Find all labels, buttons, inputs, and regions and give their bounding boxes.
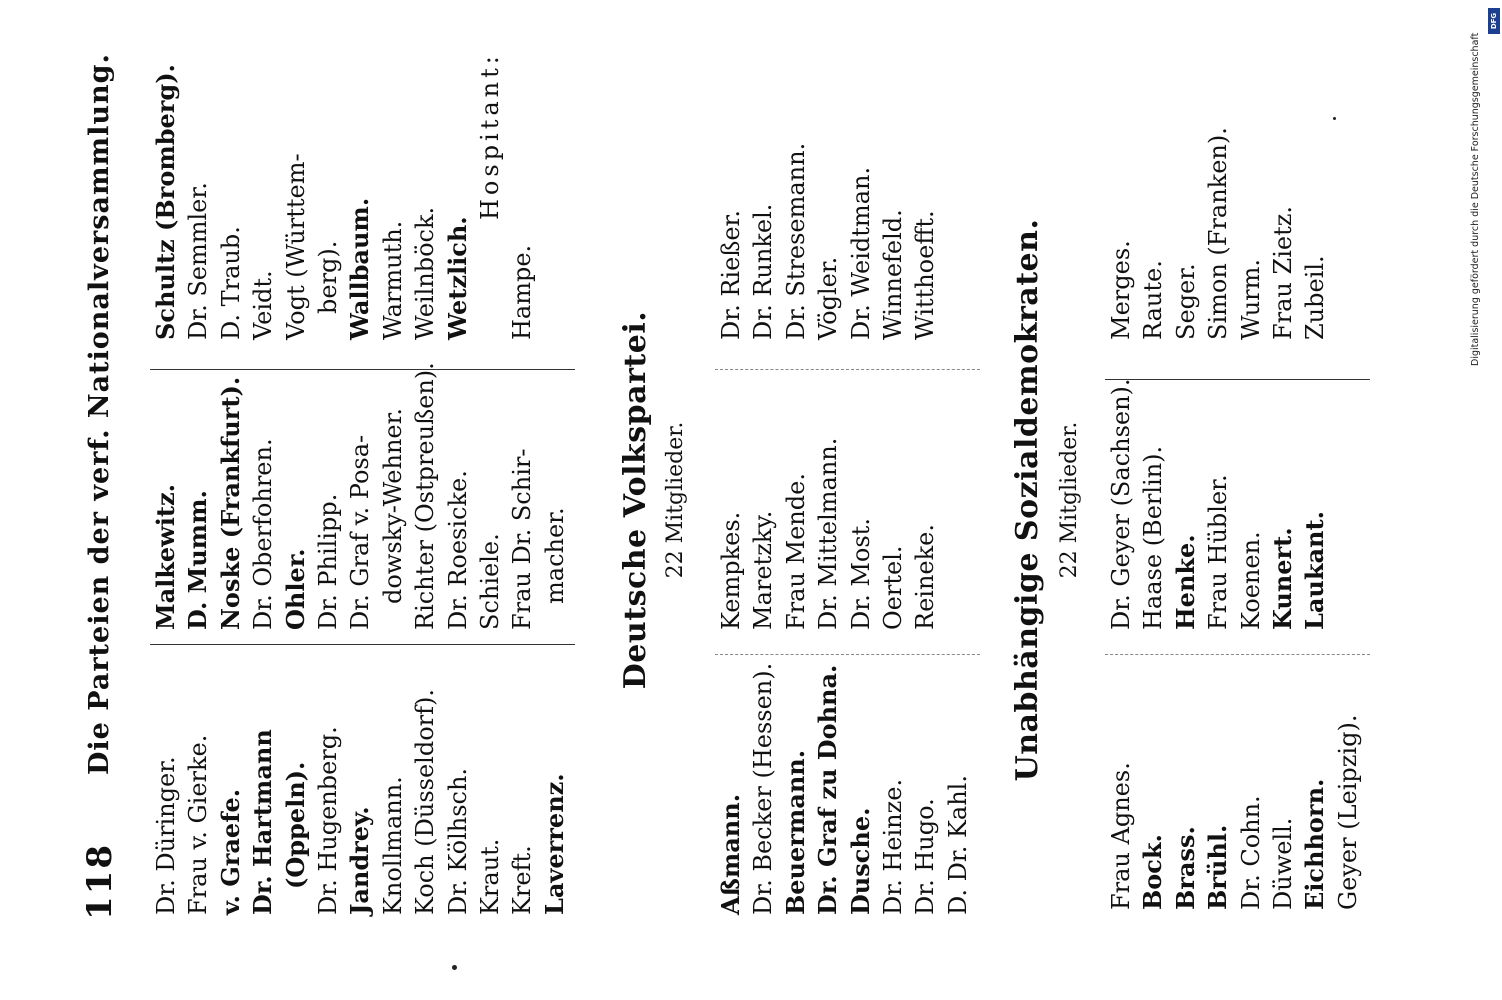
list-item: Dr. Philipp.	[313, 493, 342, 630]
digitization-note	[1460, 6, 1488, 366]
block1-column-2	[150, 362, 571, 630]
page-header	[80, 40, 130, 920]
list-item: Aßmann.	[716, 793, 745, 915]
list-item: Dr. Runkel.	[749, 203, 778, 340]
list-item: Frau Zietz.	[1268, 206, 1297, 340]
list-item: Wetzlich.	[442, 216, 472, 340]
list-item: Dr. Düringer.	[152, 756, 180, 915]
dfg-logo-text: DFG	[1490, 12, 1498, 30]
list-item: Dr. Hugo.	[911, 798, 940, 915]
list-item: D. Traub.	[216, 226, 245, 340]
list-item: Kempkes.	[717, 511, 745, 630]
list-item: Dr. Oberfohren.	[249, 438, 278, 630]
list-item: Dr. Graf v. Posa-	[346, 434, 375, 630]
list-item: Düwell.	[1268, 817, 1297, 910]
uspd-column-3	[1105, 127, 1332, 340]
digitization-note-text: Digitalisierung gefördert durch die Deutsche Forschungsgemeinschaft	[1470, 32, 1481, 366]
uspd-column-2	[1105, 378, 1332, 630]
column-rule	[1105, 654, 1370, 655]
dvp-column-1	[715, 663, 974, 915]
dvp-member-count: 22 Mitglieder.	[663, 421, 688, 579]
block1-column-3	[150, 52, 539, 340]
list-item: Dr. Graf zu Dohna.	[813, 664, 843, 915]
list-item: Vogt (Württem-	[281, 153, 310, 340]
list-item: Dr. Mittelmann.	[814, 437, 843, 630]
list-item: Brühl.	[1203, 824, 1233, 910]
column-rule	[150, 644, 575, 645]
list-item: Raute.	[1139, 260, 1168, 340]
list-item: Vögler.	[814, 256, 843, 340]
list-item: Schiele.	[475, 533, 504, 630]
list-item: Malkewitz.	[151, 484, 180, 630]
hospitant-label: Hospitant:	[475, 52, 504, 220]
column-rule	[150, 369, 575, 370]
list-item: Jandrey.	[345, 806, 375, 915]
list-item: Laukant.	[1300, 511, 1330, 630]
list-item: Seger.	[1171, 263, 1200, 340]
running-title: Die Parteien der verf. Nationalversammlung.	[84, 53, 115, 775]
list-item: Frau Agnes.	[1107, 762, 1135, 910]
list-item: Geyer (Leipzig).	[1333, 714, 1362, 910]
list-item: v. Graefe.	[215, 788, 245, 915]
list-item: Schultz (Bromberg).	[151, 64, 180, 340]
ink-speck	[452, 965, 457, 970]
uspd-column-1	[1105, 715, 1364, 910]
list-item: D. Dr. Kahl.	[943, 775, 972, 915]
list-item: Zubeil.	[1301, 255, 1330, 340]
list-item: Koch (Düsseldorf).	[411, 689, 440, 915]
list-item: Frau Hübler.	[1204, 474, 1233, 630]
column-rule	[715, 369, 980, 370]
list-item: Maretzky.	[749, 510, 778, 630]
list-item: Dr. Stresemann.	[781, 142, 810, 340]
list-item: Dr. Hartmann	[248, 729, 278, 915]
list-item: Wallbaum.	[345, 197, 375, 340]
list-item: Winnefeld.	[878, 209, 907, 340]
list-item: Warmuth.	[378, 220, 407, 340]
list-item: Eichhorn.	[1300, 778, 1330, 910]
list-item: Henke.	[1170, 534, 1200, 630]
list-item: Witthoefft.	[911, 210, 940, 340]
list-item: Dr. Kölhsch.	[443, 767, 472, 915]
list-item: macher.	[540, 507, 569, 604]
list-item: Dr. Becker (Hessen).	[749, 662, 778, 915]
list-item: Reineke.	[911, 524, 940, 630]
list-item: Dr. Roesicke.	[443, 470, 472, 630]
list-item: Richter (Ostpreußen).	[411, 362, 440, 630]
list-item: Merges.	[1107, 240, 1135, 340]
list-item: Dr. Heinze.	[878, 778, 907, 915]
dfg-logo	[1488, 8, 1500, 34]
list-item: Weilnböck.	[411, 206, 440, 340]
list-item: Hampe.	[508, 244, 537, 340]
list-item: Haase (Berlin).	[1139, 445, 1168, 630]
block1-column-1	[150, 689, 571, 915]
list-item: Knollmann.	[378, 776, 407, 915]
page-number: 118	[80, 843, 120, 920]
list-item: Kunert.	[1267, 527, 1297, 630]
list-item: dowsky-Wehner.	[378, 407, 407, 604]
list-item: Ohler.	[280, 548, 310, 630]
dvp-column-2	[715, 438, 942, 630]
list-item: D. Mumm.	[183, 490, 213, 630]
list-item: Dr. Semmler.	[184, 182, 213, 340]
uspd-member-count: 22 Mitglieder.	[1057, 421, 1082, 579]
column-rule	[1105, 379, 1370, 380]
list-item: Frau Dr. Schir-	[508, 448, 537, 630]
list-item: Dusche.	[845, 807, 875, 915]
dvp-column-3	[715, 143, 942, 340]
uspd-heading: Unabhängige Sozialdemokraten.	[1010, 218, 1045, 782]
list-item: Dr. Cohn.	[1236, 795, 1265, 910]
list-item: Frau Mende.	[781, 473, 810, 630]
list-item: Laverrenz.	[539, 773, 569, 915]
list-item: Dr. Rießer.	[717, 210, 745, 340]
list-item: Wurm.	[1236, 258, 1265, 340]
list-item: Veidt.	[249, 270, 278, 340]
ink-speck	[1333, 117, 1336, 120]
list-item: Dr. Geyer (Sachsen).	[1107, 378, 1135, 630]
list-item: Dr. Weidtman.	[846, 166, 875, 340]
column-rule	[715, 654, 980, 655]
list-item: Simon (Franken).	[1204, 127, 1233, 340]
list-item: Brass.	[1170, 826, 1200, 910]
list-item: Dr. Hugenberg.	[313, 726, 342, 915]
list-item: Frau v. Gierke.	[184, 734, 213, 915]
list-item: (Oppeln).	[280, 761, 310, 889]
list-item: Bock.	[1138, 834, 1168, 910]
list-item: Dr. Most.	[846, 518, 875, 630]
list-item: Koenen.	[1236, 531, 1265, 630]
list-item: Noske (Frankfurt).	[215, 376, 245, 630]
list-item: Kraut.	[475, 838, 504, 915]
dvp-heading: Deutsche Volkspartei.	[618, 310, 653, 690]
list-item: Beuermann.	[780, 749, 810, 915]
list-item: Oertel.	[878, 545, 907, 630]
list-item: berg).	[313, 240, 342, 314]
list-item: Kreft.	[508, 845, 537, 915]
